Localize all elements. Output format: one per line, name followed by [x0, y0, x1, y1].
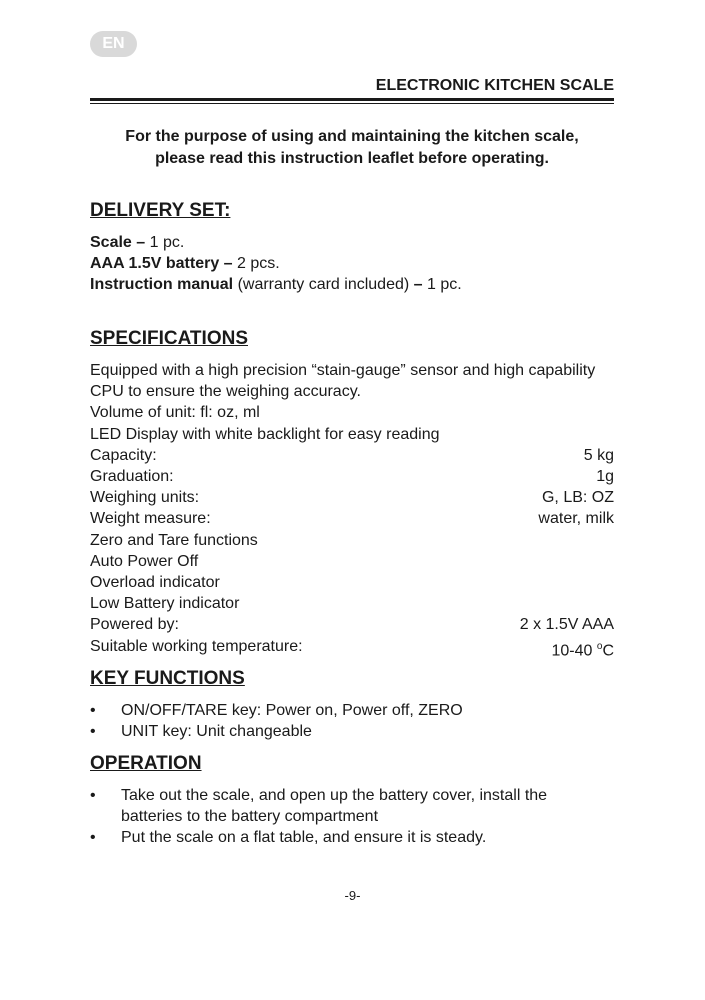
spec-low-battery: Low Battery indicator [90, 595, 240, 613]
intro-notice [90, 126, 614, 170]
delivery-item: AAA 1.5V battery – 2 pcs. [90, 255, 280, 273]
list-item: • ON/OFF/TARE key: Power on, Power off, ZERO [90, 702, 463, 719]
key-functions-list [90, 700, 614, 742]
delivery-item: Scale – 1 pc. [90, 234, 185, 251]
spec-weight-measure: Weight measure: water, milk [90, 510, 614, 528]
spec-weighing-units: Weighing units: G, LB: OZ [90, 489, 614, 507]
specifications-heading: SPECIFICATIONS [90, 328, 248, 349]
list-item: • UNIT key: Unit changeable [90, 723, 312, 740]
language-badge: EN [90, 31, 137, 57]
spec-led: LED Display with white backlight for easy reading [90, 425, 440, 443]
intro-line-1: For the purpose of using and maintaining the kitchen scale, [125, 128, 579, 145]
spec-graduation: Graduation: 1g [90, 468, 614, 486]
delivery-set-heading: DELIVERY SET: [90, 200, 231, 221]
list-item: • Take out the scale, and open up the battery cover, install the batteries to the battery compartment [90, 787, 548, 825]
spec-powered-by: Powered by: 2 x 1.5V AAA [90, 616, 614, 634]
spec-overload: Overload indicator [90, 574, 220, 592]
page-number: -9- [344, 888, 361, 903]
list-item: • Put the scale on a flat table, and ensure it is steady. [90, 829, 487, 846]
spec-auto-off: Auto Power Off [90, 552, 199, 570]
delivery-set-list [90, 232, 614, 296]
document-title: ELECTRONIC KITCHEN SCALE [375, 77, 614, 94]
delivery-item: Instruction manual (warranty card included) – 1 pc. [90, 276, 462, 294]
spec-description-line: CPU to ensure the weighing accuracy. [90, 383, 361, 401]
spec-working-temperature: Suitable working temperature: 10-40 $^o$C [90, 637, 614, 659]
specifications-list [90, 360, 614, 661]
spec-description-line: Equipped with a high precision “stain-gauge” sensor and high capability [90, 362, 596, 379]
spec-capacity: Capacity: 5 kg [90, 446, 614, 464]
intro-line-2: please read this instruction leaflet before operating. [155, 150, 549, 167]
key-functions-heading: KEY FUNCTIONS [90, 668, 245, 689]
operation-list [90, 785, 614, 848]
title-rule-thick [90, 98, 614, 101]
spec-volume: Volume of unit: fl: oz, ml [90, 404, 260, 422]
spec-zero-tare: Zero and Tare functions [90, 531, 258, 549]
operation-heading: OPERATION [90, 753, 202, 774]
title-rule-thin [90, 103, 614, 104]
